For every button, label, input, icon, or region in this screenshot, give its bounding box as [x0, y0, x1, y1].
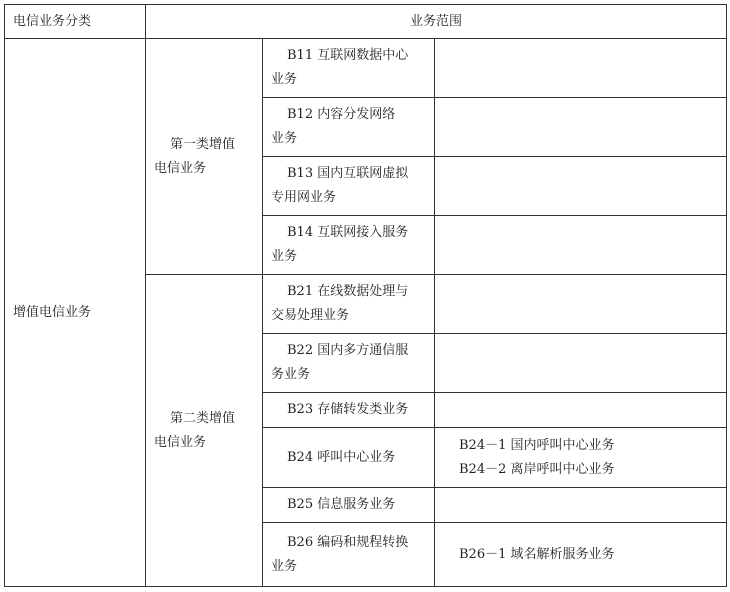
- group-cell-1: [146, 39, 263, 275]
- group-name-line: 电信业务: [154, 434, 207, 450]
- service-cell-b11: [263, 39, 435, 98]
- service-name-line: B25 信息服务业务: [287, 497, 396, 512]
- service-cell-b12: [263, 98, 435, 157]
- service-name-line: 业务: [271, 558, 298, 574]
- service-name-line: B13 国内互联网虚拟: [287, 166, 409, 181]
- service-name-line: B12 内容分发网络: [287, 107, 396, 122]
- service-name-line: B22 国内多方通信服: [287, 343, 409, 358]
- telecom-service-table: [4, 4, 727, 587]
- service-cell-b22: [263, 334, 435, 393]
- header-row: [5, 5, 727, 39]
- scope-cell-b21: [435, 275, 727, 334]
- service-cell-b23: [263, 393, 435, 428]
- scope-item: B26－1 域名解析服务业务: [459, 546, 615, 562]
- service-name-line: 务业务: [271, 367, 311, 382]
- category-cell: 增值电信业务: [5, 39, 146, 587]
- scope-item: B24－2 离岸呼叫中心业务: [459, 461, 615, 477]
- service-name-line: B21 在线数据处理与: [287, 284, 409, 299]
- header-category: 电信业务分类: [5, 5, 146, 39]
- group-cell-2: [146, 275, 263, 587]
- scope-cell-b26: [435, 523, 727, 587]
- service-name-line: 业务: [271, 249, 298, 264]
- service-name-line: B23 存储转发类业务: [287, 402, 409, 417]
- scope-cell-b14: [435, 216, 727, 275]
- service-name-line: 专用网业务: [271, 190, 337, 205]
- group-name-line: 电信业务: [154, 160, 207, 176]
- service-cell-b24: [263, 428, 435, 488]
- service-name-line: 业务: [271, 131, 298, 146]
- service-name-line: 交易处理业务: [271, 308, 350, 323]
- service-name-line: B11 互联网数据中心: [287, 48, 409, 63]
- scope-cell-b24: [435, 428, 727, 488]
- scope-cell-b11: [435, 39, 727, 98]
- service-name-line: B24 呼叫中心业务: [287, 449, 396, 465]
- group-name-line: 第一类增值: [170, 136, 236, 152]
- scope-cell-b25: [435, 488, 727, 523]
- header-scope: 业务范围: [146, 5, 727, 39]
- service-name-line: B26 编码和规程转换: [287, 534, 409, 550]
- scope-cell-b22: [435, 334, 727, 393]
- service-cell-b25: [263, 488, 435, 523]
- service-name-line: 业务: [271, 72, 298, 87]
- scope-cell-b13: [435, 157, 727, 216]
- scope-cell-b12: [435, 98, 727, 157]
- scope-cell-b23: [435, 393, 727, 428]
- scope-item: B24－1 国内呼叫中心业务: [459, 437, 615, 453]
- service-cell-b13: [263, 157, 435, 216]
- service-cell-b14: [263, 216, 435, 275]
- service-cell-b21: [263, 275, 435, 334]
- group-name-line: 第二类增值: [170, 410, 236, 426]
- table-row: [5, 39, 727, 98]
- service-cell-b26: [263, 523, 435, 587]
- service-name-line: B14 互联网接入服务: [287, 225, 409, 240]
